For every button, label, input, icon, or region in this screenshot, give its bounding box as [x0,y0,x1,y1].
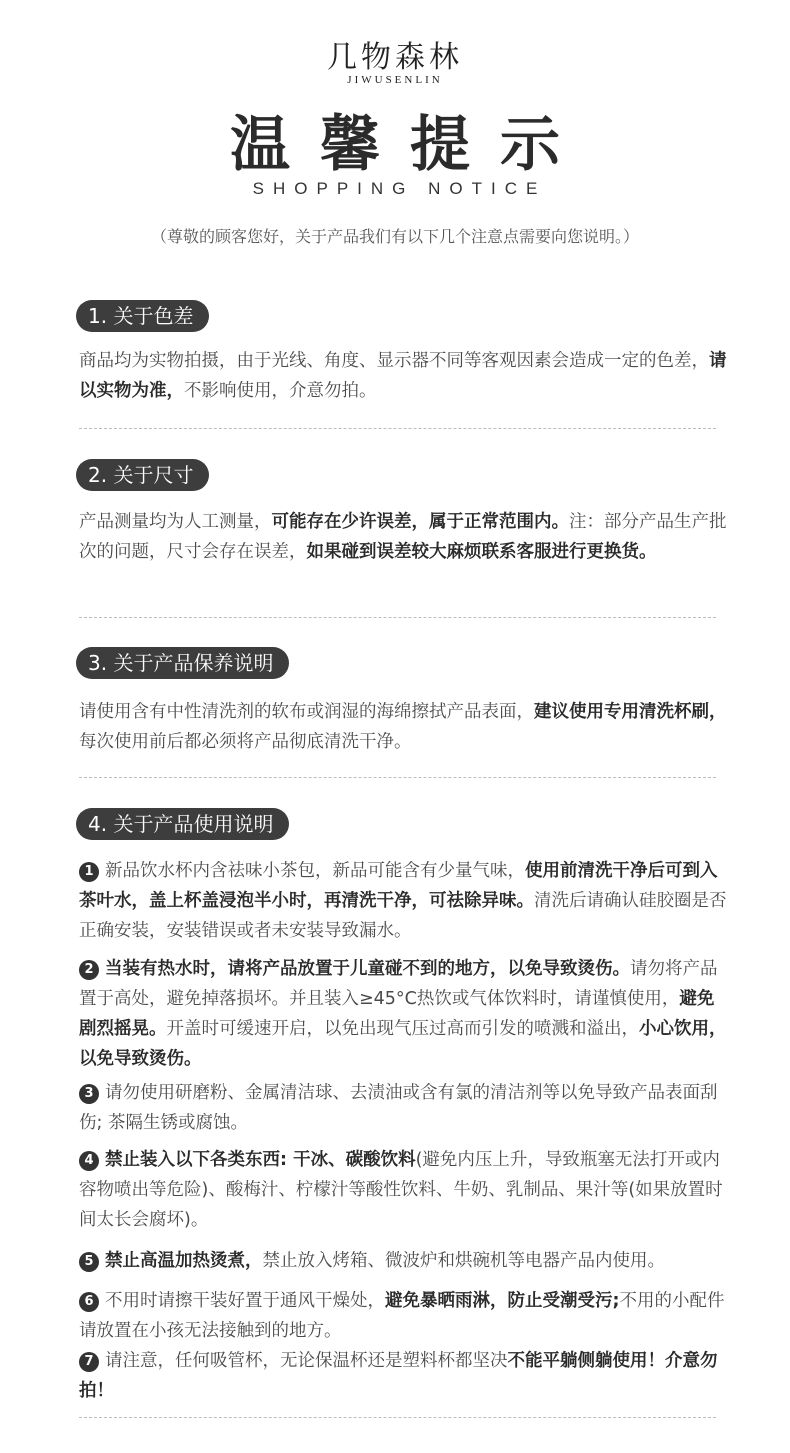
section-3-text [79,697,729,757]
section-2-text-b: 注：部分产品生产批次的问题，尺寸会存在误差， [79,512,727,562]
usage-item-7 [79,1346,729,1406]
usage-item-6-text-b: 不用的小配件请放置在小孩无法接触到的地方。 [79,1291,725,1341]
usage-item-1-text-b: 清洗后请确认硅胶圈是否正确安装，安装错误或者未安装导致漏水。 [79,891,727,941]
section-2-text-a: 产品测量均为人工测量， [79,512,272,532]
intro-text: （尊敬的顾客您好，关于产品我们有以下几个注意点需要向您说明。） [150,227,639,246]
usage-item-5-bold: 禁止高温加热烫煮， [105,1251,263,1271]
usage-item-6 [79,1286,729,1346]
section-1-text-bold: 请以实物为准， [79,351,727,401]
section-1-heading: 1. 关于色差 [76,300,209,332]
brand-name: 几物森林 [327,40,463,75]
usage-item-1-text-a: 新品饮水杯内含祛味小茶包，新品可能含有少量气味， [105,861,525,881]
usage-item-2-bold-b: 避免剧烈摇晃。 [79,989,715,1039]
section-2-text [79,507,729,567]
number-1-icon: 1 [79,862,99,882]
section-2-text-bold-b: 如果碰到误差较大麻烦联系客服进行更换货。 [306,542,657,562]
section-1-text [79,346,729,406]
section-3-heading: 3. 关于产品保养说明 [76,647,289,679]
divider [79,1417,716,1418]
section-2-text-bold-a: 可能存在少许误差，属于正常范围内。 [271,512,569,532]
section-1-text-a: 商品均为实物拍摄，由于光线、角度、显示器不同等客观因素会造成一定的色差， [79,351,709,371]
brand-logo [0,40,790,86]
page-subtitle: SHOPPING NOTICE [252,179,547,198]
divider [79,777,716,778]
usage-item-2 [79,954,729,1074]
brand-subtitle: JIWUSENLIN [347,74,443,86]
usage-item-2-text-b: 开盖时可缓速开启，以免出现气压过高而引发的喷溅和溢出， [166,1019,639,1039]
usage-item-7-text: 请注意，任何吸管杯，无论保温杯还是塑料杯都坚决 [105,1351,508,1371]
usage-item-6-text-a: 不用时请擦干装好置于通风干燥处， [105,1291,385,1311]
section-4-heading: 4. 关于产品使用说明 [76,808,289,840]
section-1-text-b: 不影响使用，介意勿拍。 [184,381,377,401]
number-4-icon: 4 [79,1151,99,1171]
usage-item-6-bold: 避免暴晒雨淋，防止受潮受污; [385,1291,620,1311]
number-3-icon: 3 [79,1084,99,1104]
section-3-text-a: 请使用含有中性清洗剂的软布或润湿的海绵擦拭产品表面， [79,702,534,722]
number-5-icon: 5 [79,1252,99,1272]
section-3-text-bold: 建议使用专用清洗杯刷， [534,702,727,722]
page-title: 温馨提示 [230,110,590,180]
usage-item-2-bold-a: 当装有热水时，请将产品放置于儿童碰不到的地方，以免导致烫伤。 [105,959,630,979]
usage-item-3-text: 请勿使用研磨粉、金属清洁球、去渍油或含有氯的清洁剂等以免导致产品表面刮伤; 茶隔生锈或腐蚀。 [79,1083,718,1133]
number-7-icon: 7 [79,1352,99,1372]
usage-item-2-text-a: 请勿将产品置于高处，避免掉落损坏。并且装入≥45°C热饮或气体饮料时，请谨慎使用， [79,959,718,1009]
usage-item-5 [79,1246,749,1276]
usage-item-2-bold-c: 小心饮用，以免导致烫伤。 [79,1019,727,1069]
usage-item-1 [79,856,729,946]
usage-item-4-bold: 禁止装入以下各类东西: 干冰、碳酸饮料 [105,1150,416,1170]
divider [79,617,716,618]
usage-item-7-bold: 不能平躺侧躺使用！介意勿拍！ [79,1351,718,1401]
usage-item-3 [79,1078,729,1138]
usage-item-1-bold: 使用前清洗干净后可到入茶叶水，盖上杯盖浸泡半小时，再清洗干净，可祛除异味。 [79,861,718,911]
usage-item-5-text: 禁止放入烤箱、微波炉和烘碗机等电器产品内使用。 [262,1251,665,1271]
divider [79,428,716,429]
number-6-icon: 6 [79,1292,99,1312]
usage-item-4-text: (避免内压上升，导致瓶塞无法打开或内容物喷出等危险)、酸梅汁、柠檬汁等酸性饮料、牛奶、乳制品、果汁等(如果放置时间太长会腐坏)。 [79,1150,723,1230]
number-2-icon: 2 [79,960,99,980]
usage-item-4 [79,1145,729,1235]
section-2-heading: 2. 关于尺寸 [76,459,209,491]
section-3-text-b: 每次使用前后都必须将产品彻底清洗干净。 [79,732,412,752]
